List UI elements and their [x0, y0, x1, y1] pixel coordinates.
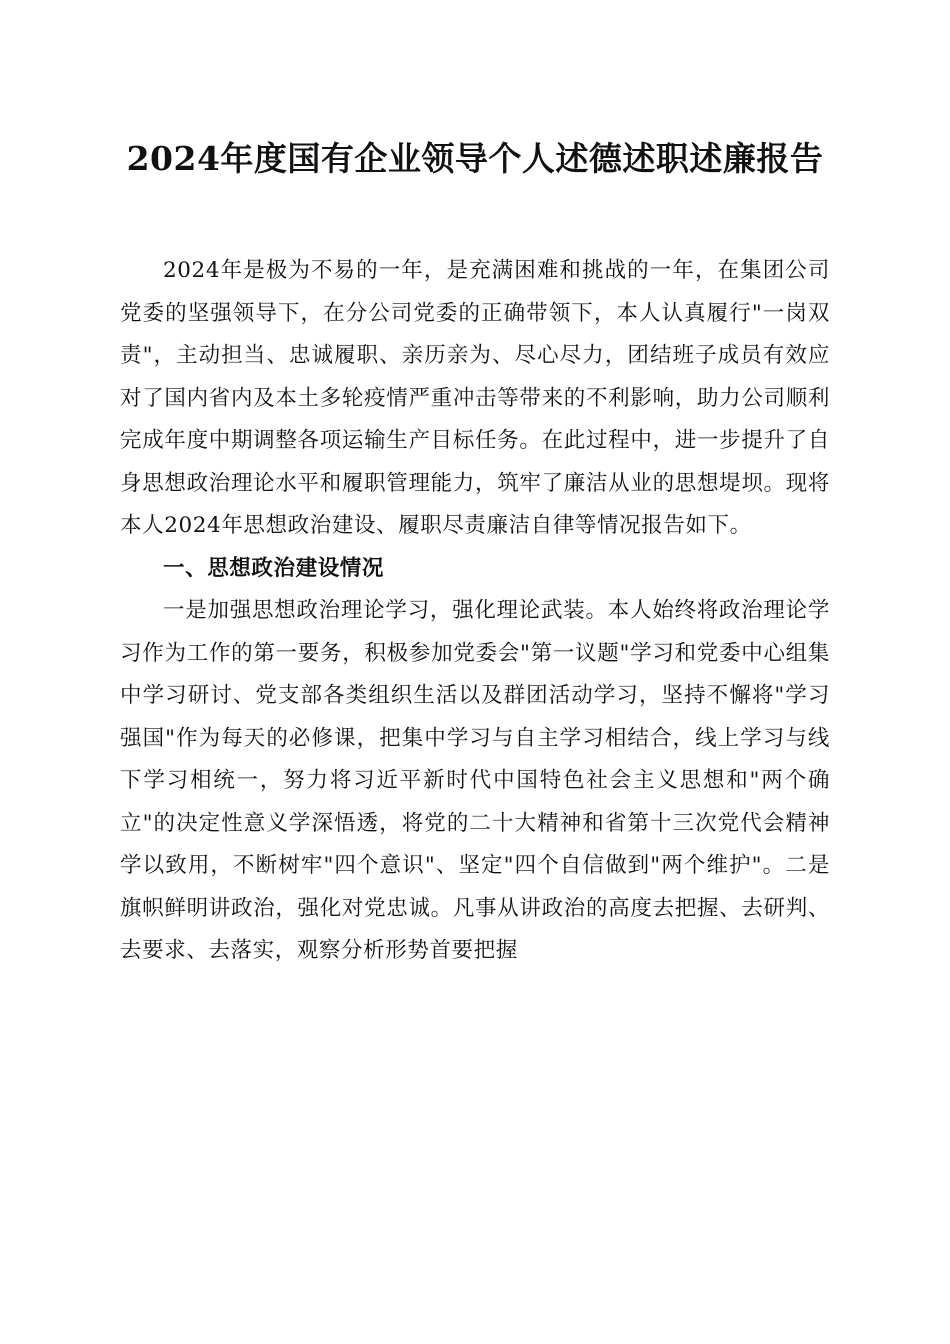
- document-title: 2024年度国有企业领导个人述德述职述廉报告: [126, 139, 824, 178]
- document-body: [120, 250, 830, 973]
- section-paragraph-ideological-political: 一是加强思想政治理论学习，强化理论武装。本人始终将政治理论学习作为工作的第一要务，积极参加党委会"第一议题"学习和党委中心组集中学习研讨、党支部各类组织生活以及群团活动学习，坚持不懈将"学习强国"作为每天的必修课，把集中学习与自主学习相结合，线上学习与线下学习相统一，努力将习近平新时代中国特色社会主义思想和"两个确立"的决定性意义学深悟透，将党的二十大精神和省第十三次党代会精神学以致用，不断树牢"四个意识"、坚定"四个自信做到"两个维护"。二是旗帜鲜明讲政治，强化对党忠诚。凡事从讲政治的高度去把握、去研判、去要求、去落实，观察分析形势首要把握: [120, 598, 830, 963]
- intro-paragraph: 2024年是极为不易的一年，是充满困难和挑战的一年，在集团公司党委的坚强领导下，在分公司党委的正确带领下，本人认真履行"一岗双责"，主动担当、忠诚履职、亲历亲为、尽心尽力，团结班子成员有效应对了国内省内及本土多轮疫情严重冲击等带来的不利影响，助力公司顺利完成年度中期调整各项运输生产目标任务。在此过程中，进一步提升了自身思想政治理论水平和履职管理能力，筑牢了廉洁从业的思想堤坝。现将本人2024年思想政治建设、履职尽责廉洁自律等情况报告如下。: [120, 258, 830, 538]
- section-heading-ideological-political: 一、思想政治建设情况: [163, 555, 385, 581]
